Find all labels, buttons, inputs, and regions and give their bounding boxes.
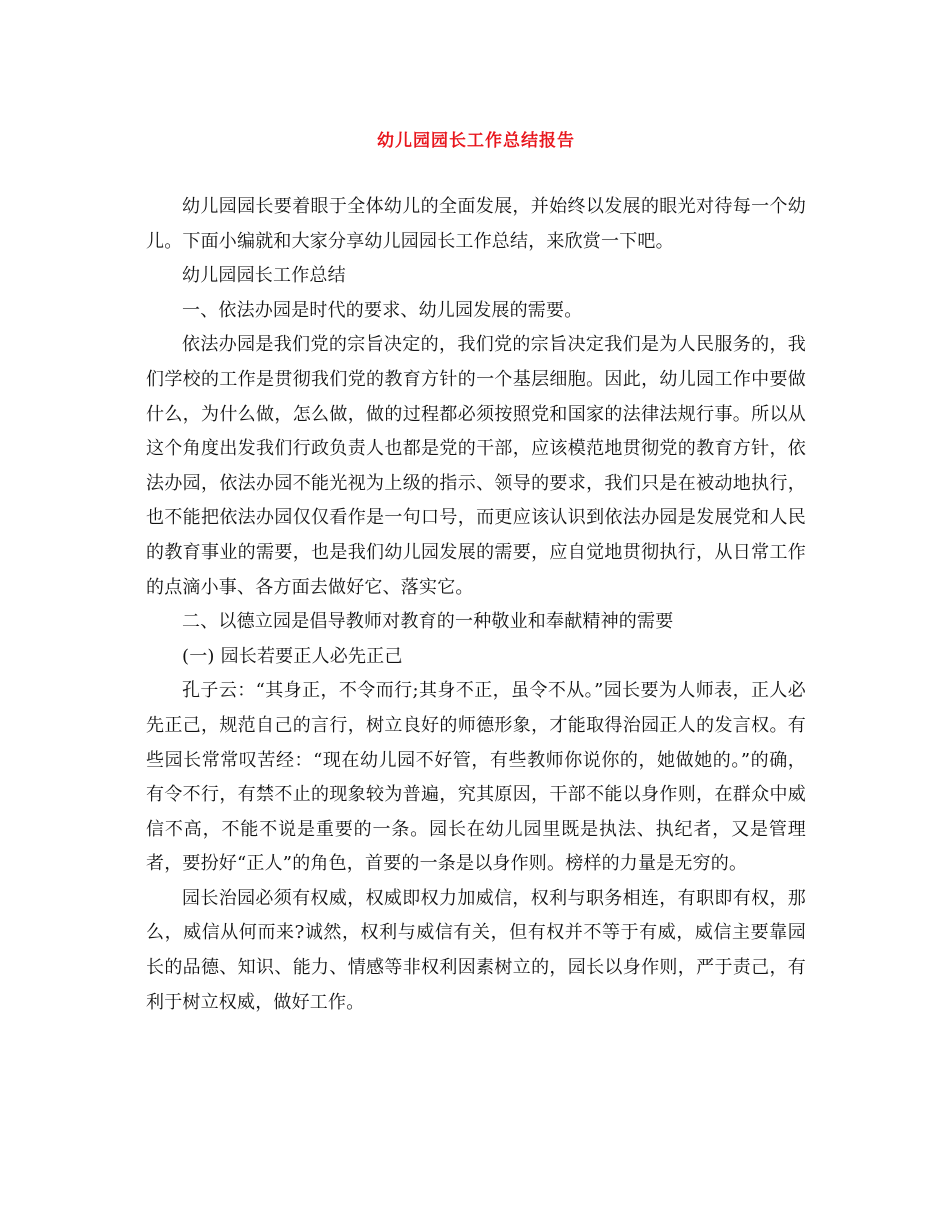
document-body — [146, 190, 806, 1020]
paragraph-heading-summary: 幼儿园园长工作总结 — [182, 265, 346, 287]
document-title: 幼儿园园长工作总结报告 — [377, 131, 575, 151]
paragraph-intro: 幼儿园园长要着眼于全体幼儿的全面发展，并始终以发展的眼光对待每一个幼儿。下面小编就和大家分享幼儿园园长工作总结，来欣赏一下吧。 — [146, 196, 806, 252]
paragraph-subsection-1-body: 孔子云：“其身正，不令而行;其身不正，虽令不从。”园长要为人师表，正人必先正己，规范自己的言行，树立良好的师德形象，才能取得治园正人的发言权。有些园长常常叹苦经：“现在幼儿园不好管，有些教师你说你的，她做她的。”的确，有令不行，有禁不止的现象较为普遍，究其原因，干部不能以身作则，在群众中威信不高，不能不说是重要的一条。园长在幼儿园里既是执法、执纪者，又是管理者，要扮好“正人”的角色，首要的一条是以身作则。榜样的力量是无穷的。 — [146, 680, 806, 875]
paragraph-section-1-heading: 一、依法办园是时代的要求、幼儿园发展的需要。 — [182, 299, 583, 321]
paragraph-section-1-body: 依法办园是我们党的宗旨决定的，我们党的宗旨决定我们是为人民服务的，我们学校的工作是贯彻我们党的教育方针的一个基层细胞。因此，幼儿园工作中要做什么，为什么做，怎么做，做的过程都必须按照党和国家的法律法规行事。所以从这个角度出发我们行政负责人也都是党的干部，应该模范地贯彻党的教育方针，依法办园，依法办园不能光视为上级的指示、领导的要求，我们只是在被动地执行，也不能把依法办园仅仅看作是一句口号，而更应该认识到依法办园是发展党和人民的教育事业的需要，也是我们幼儿园发展的需要，应自觉地贯彻执行，从日常工作的点滴小事、各方面去做好它、落实它。 — [146, 334, 806, 598]
paragraph-subsection-1-heading: (一) 园长若要正人必先正己 — [182, 645, 403, 667]
paragraph-authority: 园长治园必须有权威，权威即权力加威信，权利与职务相连，有职即有权，那么，威信从何而来?诚然，权利与威信有关，但有权并不等于有威，威信主要靠园长的品德、知识、能力、情感等非权利因素树立的，园长以身作则，严于责己，有利于树立权威，做好工作。 — [146, 887, 806, 1013]
paragraph-section-2-heading: 二、以德立园是倡导教师对教育的一种敬业和奉献精神的需要 — [182, 611, 674, 633]
